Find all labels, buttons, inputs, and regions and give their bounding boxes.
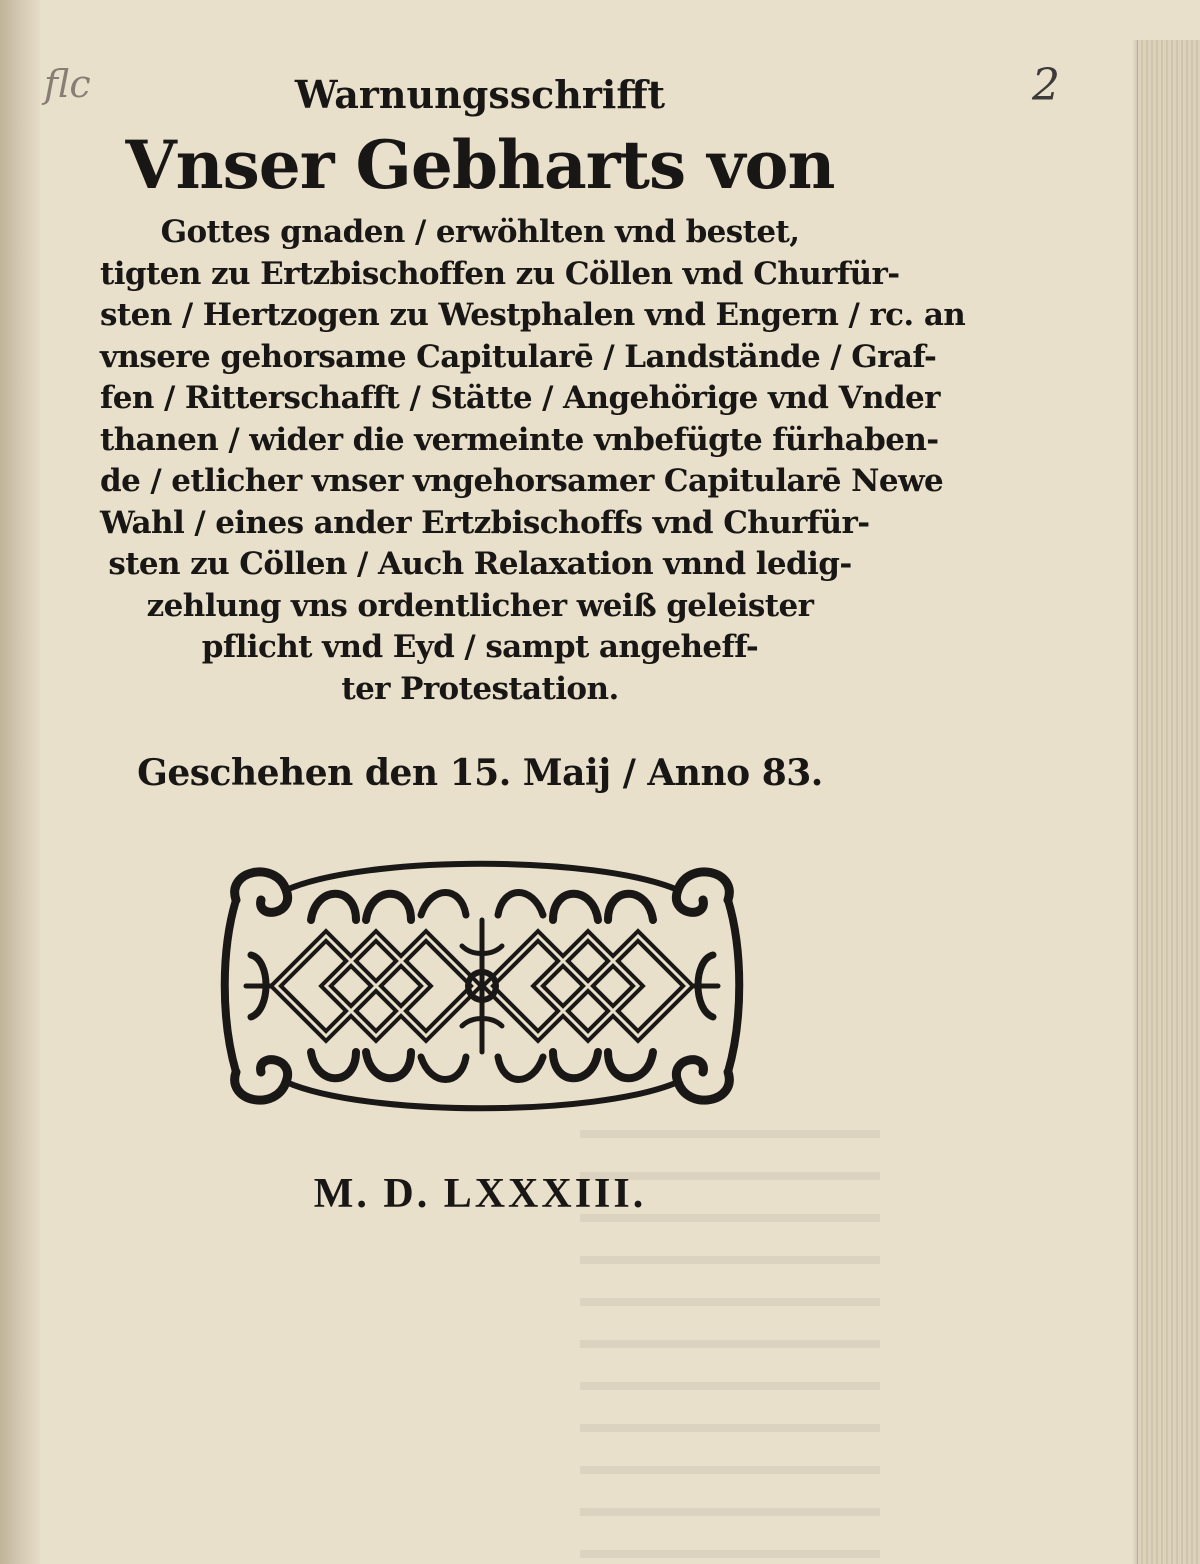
body-line: ter Protestation. (341, 670, 619, 707)
body-line: vnsere gehorsame Capitularē / Landstände / Graf- (100, 338, 937, 375)
body-line: tigten zu Ertzbischoffen zu Cöllen vnd Churfür- (100, 255, 900, 292)
body-line: zehlung vns ordentlicher weiß geleister (146, 587, 814, 624)
body-line: fen / Ritterschafft / Stätte / Angehörige vnd Vnder (100, 380, 940, 416)
body-line: pflicht vnd Eyd / sampt angeheff- (201, 629, 759, 665)
date-line: Geschehen den 15. Maij / Anno 83. (137, 752, 823, 794)
page-stack-edge (1137, 40, 1200, 1564)
title-block (100, 72, 966, 710)
body-line: thanen / wider die vermeinte vnbefügte fürhaben- (100, 421, 939, 458)
folio-number: 2 (1032, 60, 1060, 111)
body-line: sten zu Cöllen / Auch Relaxation vnnd ledig- (108, 546, 852, 582)
body-line: Gottes gnaden / erwöhlten vnd bestet, (160, 214, 800, 250)
body-line: de / etlicher vnser vngehorsamer Capitularē Newe (100, 463, 944, 499)
imprint-year: M. D. LXXXIII. (313, 1171, 647, 1217)
woodcut-knotwork-ornament-icon (216, 860, 748, 1112)
body-line: sten / Hertzogen zu Westphalen vnd Engern / rc. an (100, 297, 966, 333)
margin-annotation: flc (44, 62, 91, 106)
title-line-2: Vnser Gebharts von (125, 126, 835, 204)
body-line: Wahl / eines ander Ertzbischoffs vnd Churfür- (100, 504, 870, 541)
title-line-1: Warnungsschrifft (294, 72, 666, 117)
binding-gutter (0, 0, 40, 1564)
